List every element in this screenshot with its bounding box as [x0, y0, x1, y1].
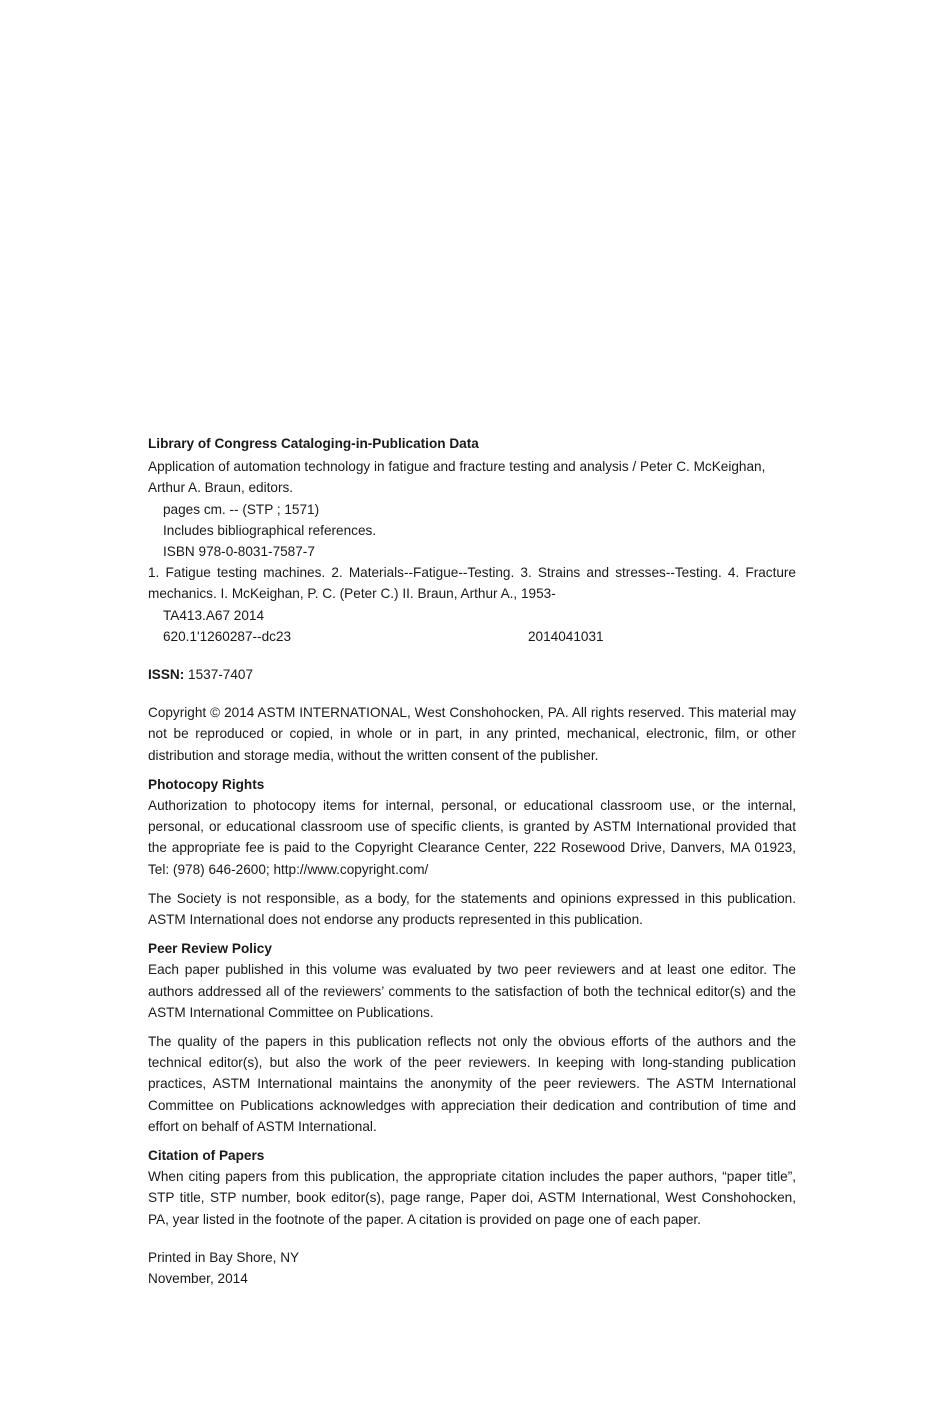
society-text: The Society is not responsible, as a body, for the statements and opinions expressed in this publication. ASTM International does not endorse any products represented in this publication. — [148, 890, 796, 928]
cip-dewey: 620.1'1260287--dc23 — [163, 628, 292, 644]
citation-text: When citing papers from this publication, the appropriate citation includes the paper authors, “paper title”, STP title, STP number, book editor(s), page range, Paper doi, ASTM International, West Conshohocken, PA, year listed in the footnote of the paper. A citation is provided on page one of each paper. — [148, 1169, 796, 1227]
cip-isbn-line: ISBN 978-0-8031-7587-7 — [163, 544, 315, 560]
copyright-text: Copyright © 2014 ASTM INTERNATIONAL, West Conshohocken, PA. All rights reserved. This material may not be reproduced or copied, in whole or in part, in any printed, mechanical, electronic, film, or other distribution and storage media, without the written consent of the publisher. — [148, 705, 796, 763]
cip-title-line: Application of automation technology in fatigue and fracture testing and analysis / Peter C. McKeighan, Arthur A. Braun, editors. — [148, 459, 766, 496]
copyright-page — [148, 433, 796, 1289]
citation-heading: Citation of Papers — [148, 1148, 265, 1164]
cip-dewey-row — [148, 626, 796, 647]
cip-lccn: 2014041031 — [528, 628, 604, 644]
peer-review-heading: Peer Review Policy — [148, 941, 272, 957]
photocopy-heading: Photocopy Rights — [148, 776, 265, 792]
printed-location: Printed in Bay Shore, NY — [148, 1249, 300, 1265]
issn-value: 1537-7407 — [184, 667, 254, 683]
photocopy-text: Authorization to photocopy items for internal, personal, or educational classroom use, or the internal, personal, or educational classroom use of specific clients, is granted by ASTM International provided that the appropriate fee is paid to the Copyright Clearance Center, 222 Rosewood Drive, Danvers, MA 01923, Tel: (978) 646-2600; http://www.copyright.com/ — [148, 798, 796, 877]
cip-lc-class: TA413.A67 2014 — [163, 607, 265, 623]
cip-heading: Library of Congress Cataloging-in-Publication Data — [148, 436, 479, 451]
issn-line — [148, 664, 796, 685]
cip-pages-line: pages cm. -- (STP ; 1571) — [163, 501, 320, 517]
issn-label: ISSN: — [148, 667, 185, 683]
printed-date: November, 2014 — [148, 1271, 248, 1287]
cip-subjects-line: 1. Fatigue testing machines. 2. Materials--Fatigue--Testing. 3. Strains and stresses--Testing. 4. Fracture mechanics. I. McKeighan, P. C. (Peter C.) II. Braun, Arthur A., 1953- — [148, 565, 796, 602]
cip-biblio-line: Includes bibliographical references. — [163, 522, 377, 538]
peer-review-text-1: Each paper published in this volume was evaluated by two peer reviewers and at least one editor. The authors addressed all of the reviewers’ comments to the satisfaction of both the technical editor(s) and the ASTM International Committee on Publications. — [148, 962, 796, 1020]
peer-review-text-2: The quality of the papers in this publication reflects not only the obvious efforts of the authors and the technical editor(s), but also the work of the peer reviewers. In keeping with long-standing publication practices, ASTM International maintains the anonymity of the peer reviewers. The ASTM International Committee on Publications acknowledges with appreciation their dedication and contribution of time and effort on behalf of ASTM International. — [148, 1034, 796, 1134]
